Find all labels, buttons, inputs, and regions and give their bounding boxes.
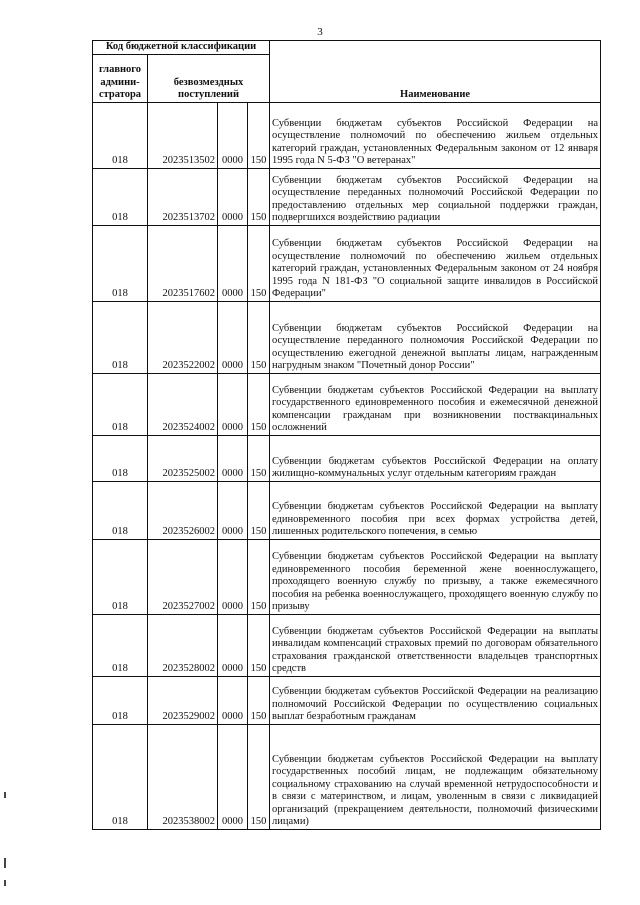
table-row xyxy=(93,225,601,301)
row-name: Субвенции бюджетам субъектов Российской Федерации на выплату государственных пособий лицам, не подлежащим обязательному социальному страхованию на случай временной нетрудоспособности и в связи с материнством, и лицам, уволенным в связи с ликвидацией организаций (прекращением деятельности, полномочий физическими лицами) xyxy=(270,724,601,829)
row-name: Субвенции бюджетам субъектов Российской Федерации на выплату государственного единовременного пособия и ежемесячной денежной компенсации гражданам при возникновении поствакцинальных осложнений xyxy=(270,373,601,435)
subtype-code: 0000 xyxy=(218,481,248,539)
admin-code: 018 xyxy=(93,225,148,301)
admin-code: 018 xyxy=(93,435,148,481)
row-name: Субвенции бюджетам субъектов Российской Федерации на осуществление переданных полномочий Российской Федерации по предоставлению отдельных мер социальной поддержки граждан, подвергшихся воздействию радиации xyxy=(270,168,601,225)
table-row xyxy=(93,168,601,225)
table-row xyxy=(93,724,601,829)
table-row xyxy=(93,373,601,435)
admin-code: 018 xyxy=(93,539,148,614)
receipt-code: 2023517602 xyxy=(148,225,218,301)
subtype-code: 0000 xyxy=(218,724,248,829)
row-name: Субвенции бюджетам субъектов Российской Федерации на оплату жилищно-коммунальных услуг отдельным категориям граждан xyxy=(270,435,601,481)
table-row xyxy=(93,301,601,373)
receipt-code: 2023522002 xyxy=(148,301,218,373)
kind-code: 150 xyxy=(248,373,270,435)
admin-code: 018 xyxy=(93,481,148,539)
subtype-code: 0000 xyxy=(218,373,248,435)
kind-code: 150 xyxy=(248,614,270,676)
admin-code: 018 xyxy=(93,724,148,829)
header-admin: главного админи-стратора xyxy=(93,54,148,102)
header-name: Наименование xyxy=(270,41,601,103)
scan-mark xyxy=(4,792,6,798)
receipt-code: 2023527002 xyxy=(148,539,218,614)
admin-code: 018 xyxy=(93,168,148,225)
table-row xyxy=(93,614,601,676)
receipt-code: 2023525002 xyxy=(148,435,218,481)
receipt-code: 2023528002 xyxy=(148,614,218,676)
row-name: Субвенции бюджетам субъектов Российской Федерации на осуществление переданного полномочия Российской Федерации по осуществлению ежегодной денежной выплаты лицам, награжденным нагрудным знаком "Почетный донор России" xyxy=(270,301,601,373)
row-name: Субвенции бюджетам субъектов Российской Федерации на выплаты инвалидам компенсаций страховых премий по договорам обязательного страхования гражданской ответственности владельцев транспортных средств xyxy=(270,614,601,676)
receipt-code: 2023513702 xyxy=(148,168,218,225)
receipt-code: 2023524002 xyxy=(148,373,218,435)
admin-code: 018 xyxy=(93,614,148,676)
table-row xyxy=(93,481,601,539)
scan-mark xyxy=(4,858,6,868)
header-receipts: безвозмездных поступлений xyxy=(148,54,270,102)
row-name: Субвенции бюджетам субъектов Российской Федерации на осуществление полномочий по обеспечению жильем отдельных категорий граждан, установленных Федеральным законом от 12 января 1995 года N 5-ФЗ "О ветеранах" xyxy=(270,102,601,168)
budget-classification-table xyxy=(92,40,601,830)
subtype-code: 0000 xyxy=(218,435,248,481)
row-name: Субвенции бюджетам субъектов Российской Федерации на осуществление полномочий по обеспечению жильем отдельных категорий граждан, установленных Федеральным законом от 24 ноября 1995 года N 181-ФЗ "О социальной защите инвалидов в Российской Федерации" xyxy=(270,225,601,301)
kind-code: 150 xyxy=(248,676,270,724)
subtype-code: 0000 xyxy=(218,225,248,301)
table-row xyxy=(93,435,601,481)
kind-code: 150 xyxy=(248,168,270,225)
admin-code: 018 xyxy=(93,676,148,724)
kind-code: 150 xyxy=(248,301,270,373)
header-classification-code: Код бюджетной классификации xyxy=(93,41,270,55)
admin-code: 018 xyxy=(93,301,148,373)
admin-code: 018 xyxy=(93,102,148,168)
subtype-code: 0000 xyxy=(218,301,248,373)
kind-code: 150 xyxy=(248,481,270,539)
table-row xyxy=(93,676,601,724)
kind-code: 150 xyxy=(248,724,270,829)
kind-code: 150 xyxy=(248,225,270,301)
subtype-code: 0000 xyxy=(218,676,248,724)
receipt-code: 2023529002 xyxy=(148,676,218,724)
page-number: 3 xyxy=(317,26,323,38)
table-row xyxy=(93,102,601,168)
receipt-code: 2023526002 xyxy=(148,481,218,539)
row-name: Субвенции бюджетам субъектов Российской Федерации на выплату единовременного пособия при всех формах устройства детей, лишенных родительского попечения, в семью xyxy=(270,481,601,539)
receipt-code: 2023513502 xyxy=(148,102,218,168)
kind-code: 150 xyxy=(248,539,270,614)
table-row xyxy=(93,539,601,614)
kind-code: 150 xyxy=(248,435,270,481)
row-name: Субвенции бюджетам субъектов Российской Федерации на выплату единовременного пособия беременной жене военнослужащего, проходящего военную службу по призыву, а также ежемесячного пособия на ребенка военнослужащего, проходящего военную службу по призыву xyxy=(270,539,601,614)
receipt-code: 2023538002 xyxy=(148,724,218,829)
subtype-code: 0000 xyxy=(218,539,248,614)
subtype-code: 0000 xyxy=(218,102,248,168)
admin-code: 018 xyxy=(93,373,148,435)
scan-mark xyxy=(4,880,6,886)
row-name: Субвенции бюджетам субъектов Российской Федерации на реализацию полномочий Российской Федерации по осуществлению социальных выплат безработным гражданам xyxy=(270,676,601,724)
subtype-code: 0000 xyxy=(218,168,248,225)
kind-code: 150 xyxy=(248,102,270,168)
subtype-code: 0000 xyxy=(218,614,248,676)
